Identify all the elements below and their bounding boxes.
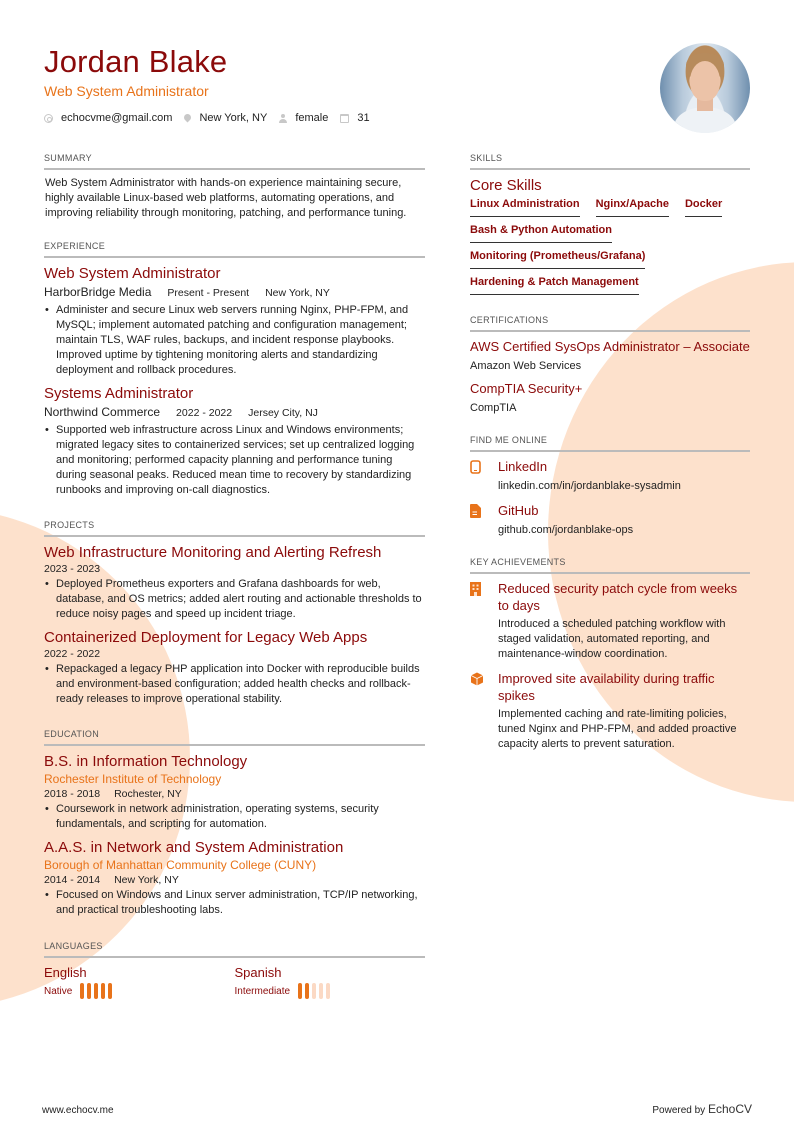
divider bbox=[44, 535, 425, 537]
proficiency-bar bbox=[319, 983, 323, 999]
resume-header bbox=[44, 44, 382, 124]
online-profile-github[interactable] bbox=[470, 502, 750, 542]
contact-row bbox=[44, 112, 382, 124]
language-level: Native bbox=[44, 985, 73, 997]
skill-tags bbox=[470, 198, 750, 302]
language-level-row bbox=[44, 983, 235, 999]
summary-section bbox=[44, 152, 425, 221]
divider bbox=[470, 450, 750, 452]
achievement-title: Reduced security patch cycle from weeks to days bbox=[498, 581, 738, 613]
job-location: New York, NY bbox=[265, 287, 330, 299]
divider bbox=[44, 744, 425, 746]
school: Rochester Institute of Technology bbox=[44, 772, 222, 786]
education-entry bbox=[44, 752, 425, 832]
project-dates: 2023 - 2023 bbox=[44, 563, 101, 575]
achievement-item bbox=[470, 670, 750, 758]
education-location: Rochester, NY bbox=[114, 788, 182, 800]
education-dates: 2014 - 2014 bbox=[44, 874, 101, 886]
company: Northwind Commerce bbox=[44, 405, 161, 419]
skill-tag: Docker bbox=[685, 198, 722, 217]
calendar-icon bbox=[340, 114, 349, 123]
certification-issuer: Amazon Web Services bbox=[470, 360, 582, 372]
footer-website[interactable]: www.echocv.me bbox=[42, 1105, 114, 1116]
achievement-title: Improved site availability during traffic spikes bbox=[498, 671, 715, 703]
degree: A.A.S. in Network and System Administration bbox=[44, 839, 344, 856]
summary-text: Web System Administrator with hands-on experience maintaining secure, highly available Linux-based web platforms, automating operations, and improving reliability through monitoring, patching, and performance tuning. bbox=[45, 177, 407, 219]
language-name: Spanish bbox=[234, 965, 282, 980]
languages-section bbox=[44, 940, 425, 999]
section-heading: KEY ACHIEVEMENTS bbox=[470, 557, 566, 567]
experience-entry bbox=[44, 384, 425, 498]
section-heading: LANGUAGES bbox=[44, 941, 103, 951]
skill-tag: Monitoring (Prometheus/Grafana) bbox=[470, 250, 645, 269]
project-entry bbox=[44, 543, 425, 622]
online-url[interactable]: linkedin.com/in/jordanblake-sysadmin bbox=[498, 480, 681, 492]
language-level-row bbox=[235, 983, 426, 999]
location-value: New York, NY bbox=[199, 112, 268, 124]
divider bbox=[44, 256, 425, 258]
skills-section bbox=[470, 152, 750, 302]
degree: B.S. in Information Technology bbox=[44, 753, 248, 770]
skill-tag: Linux Administration bbox=[470, 198, 580, 217]
proficiency-bar bbox=[87, 983, 91, 999]
age-value: 31 bbox=[357, 112, 370, 124]
language-item bbox=[44, 964, 235, 999]
skill-tag: Nginx/Apache bbox=[596, 198, 669, 217]
education-dates: 2018 - 2018 bbox=[44, 788, 101, 800]
project-bullet: • Repackaged a legacy PHP application into Docker with reproducible builds and environment-based configuration; added health checks and rollback-ready releases to improve operational stability. bbox=[44, 662, 425, 707]
project-dates: 2022 - 2022 bbox=[44, 648, 101, 660]
certifications-section bbox=[470, 314, 750, 416]
education-meta bbox=[44, 787, 425, 801]
divider bbox=[470, 330, 750, 332]
online-profile-linkedin[interactable] bbox=[470, 458, 750, 498]
divider bbox=[470, 572, 750, 574]
divider bbox=[470, 168, 750, 170]
contact-age bbox=[340, 112, 369, 124]
powered-by-label: Powered by bbox=[652, 1105, 706, 1116]
job-bullet: • Administer and secure Linux web servers running Nginx, PHP-FPM, and MySQL; implement automated patching and configuration management; maintain TLS, WAF rules, backups, and incident response playbooks. Improved uptime by tightening monitoring alerts and standardizing deployment and rollback procedures. bbox=[44, 303, 425, 378]
experience-entry bbox=[44, 264, 425, 378]
at-icon bbox=[44, 114, 53, 123]
proficiency-bar bbox=[326, 983, 330, 999]
proficiency-bar bbox=[80, 983, 84, 999]
online-url[interactable]: github.com/jordanblake-ops bbox=[498, 524, 634, 536]
project-entry bbox=[44, 628, 425, 707]
section-heading: FIND ME ONLINE bbox=[470, 435, 548, 445]
education-meta bbox=[44, 873, 425, 887]
achievement-description: Introduced a scheduled patching workflow with staged validation, automated reporting, and maintenance-window coordination. bbox=[498, 618, 726, 660]
footer-powered-by[interactable] bbox=[652, 1102, 752, 1116]
section-heading: SUMMARY bbox=[44, 153, 92, 163]
job-dates: 2022 - 2022 bbox=[176, 407, 233, 419]
email-value: echocvme@gmail.com bbox=[61, 112, 173, 124]
online-section bbox=[470, 434, 750, 542]
achievement-description: Implemented caching and rate-limiting policies, tuned Nginx and PHP-FPM, and added proactive capacity alerts to prevent saturation. bbox=[498, 708, 737, 750]
right-column bbox=[470, 152, 750, 760]
projects-section bbox=[44, 519, 425, 707]
certification-name: AWS Certified SysOps Administrator – Associate bbox=[470, 339, 750, 354]
proficiency-bar bbox=[312, 983, 316, 999]
section-heading: SKILLS bbox=[470, 153, 503, 163]
user-icon bbox=[279, 114, 287, 123]
education-entry bbox=[44, 838, 425, 918]
online-label: LinkedIn bbox=[498, 459, 548, 474]
project-title: Web Infrastructure Monitoring and Alerting Refresh bbox=[44, 544, 382, 561]
section-heading: PROJECTS bbox=[44, 520, 95, 530]
achievement-item bbox=[470, 580, 750, 668]
brand-name: EchoCV bbox=[707, 1102, 752, 1116]
divider bbox=[44, 956, 425, 958]
proficiency-bar bbox=[101, 983, 105, 999]
project-title: Containerized Deployment for Legacy Web Apps bbox=[44, 629, 368, 646]
skill-group-title: Core Skills bbox=[470, 177, 542, 194]
document-icon bbox=[470, 504, 481, 518]
proficiency-bar bbox=[298, 983, 302, 999]
cube-icon bbox=[470, 672, 484, 686]
map-pin-icon bbox=[184, 114, 191, 123]
section-heading: EDUCATION bbox=[44, 729, 100, 739]
language-item bbox=[235, 964, 426, 999]
proficiency-bars bbox=[80, 983, 115, 999]
contact-location bbox=[184, 112, 267, 124]
candidate-title: Web System Administrator bbox=[44, 83, 209, 99]
skill-tag: Hardening & Patch Management bbox=[470, 276, 639, 295]
job-bullet: • Supported web infrastructure across Linux and Windows environments; migrated legacy sites to containerized services; set up centralized logging and monitoring; performed capacity planning and performance tuning during seasonal peaks. Reduced mean time to recovery by standardizing runbooks and improving on-call diagnostics. bbox=[44, 423, 425, 498]
job-title: Web System Administrator bbox=[44, 265, 221, 282]
language-name: English bbox=[44, 965, 87, 980]
building-icon bbox=[470, 582, 481, 596]
achievements-section bbox=[470, 556, 750, 758]
candidate-name: Jordan Blake bbox=[44, 44, 228, 79]
job-dates: Present - Present bbox=[167, 287, 250, 299]
education-bullet: • Coursework in network administration, operating systems, security fundamentals, and scripting for automation. bbox=[44, 802, 425, 832]
proficiency-bar bbox=[108, 983, 112, 999]
language-list bbox=[44, 964, 425, 999]
company: HarborBridge Media bbox=[44, 285, 152, 299]
proficiency-bar bbox=[94, 983, 98, 999]
mobile-icon bbox=[470, 460, 481, 474]
education-section bbox=[44, 728, 425, 918]
certification-name: CompTIA Security+ bbox=[470, 381, 583, 396]
language-level: Intermediate bbox=[234, 985, 291, 997]
certification-item bbox=[470, 338, 750, 374]
contact-gender bbox=[279, 112, 328, 124]
divider bbox=[44, 168, 425, 170]
section-heading: CERTIFICATIONS bbox=[470, 315, 549, 325]
avatar bbox=[660, 43, 750, 133]
skill-tag: Bash & Python Automation bbox=[470, 224, 612, 243]
job-location: Jersey City, NJ bbox=[248, 407, 318, 419]
certification-issuer: CompTIA bbox=[470, 402, 517, 414]
job-title: Systems Administrator bbox=[44, 385, 194, 402]
experience-section bbox=[44, 240, 425, 498]
proficiency-bar bbox=[305, 983, 309, 999]
proficiency-bars bbox=[298, 983, 333, 999]
online-label: GitHub bbox=[498, 503, 539, 518]
job-meta bbox=[44, 404, 425, 421]
project-bullet: • Deployed Prometheus exporters and Grafana dashboards for web, database, and OS metrics; added alert routing and actionable thresholds to reduce noisy pages and speed up incident triage. bbox=[44, 577, 425, 622]
school: Borough of Manhattan Community College (CUNY) bbox=[44, 858, 317, 872]
left-column bbox=[44, 152, 425, 999]
education-bullet: • Focused on Windows and Linux server administration, TCP/IP networking, and practical troubleshooting labs. bbox=[44, 888, 425, 918]
section-heading: EXPERIENCE bbox=[44, 241, 106, 251]
contact-email[interactable] bbox=[44, 112, 172, 124]
education-location: New York, NY bbox=[114, 874, 179, 886]
gender-value: female bbox=[295, 112, 329, 124]
certification-item bbox=[470, 380, 750, 416]
job-meta bbox=[44, 284, 425, 301]
